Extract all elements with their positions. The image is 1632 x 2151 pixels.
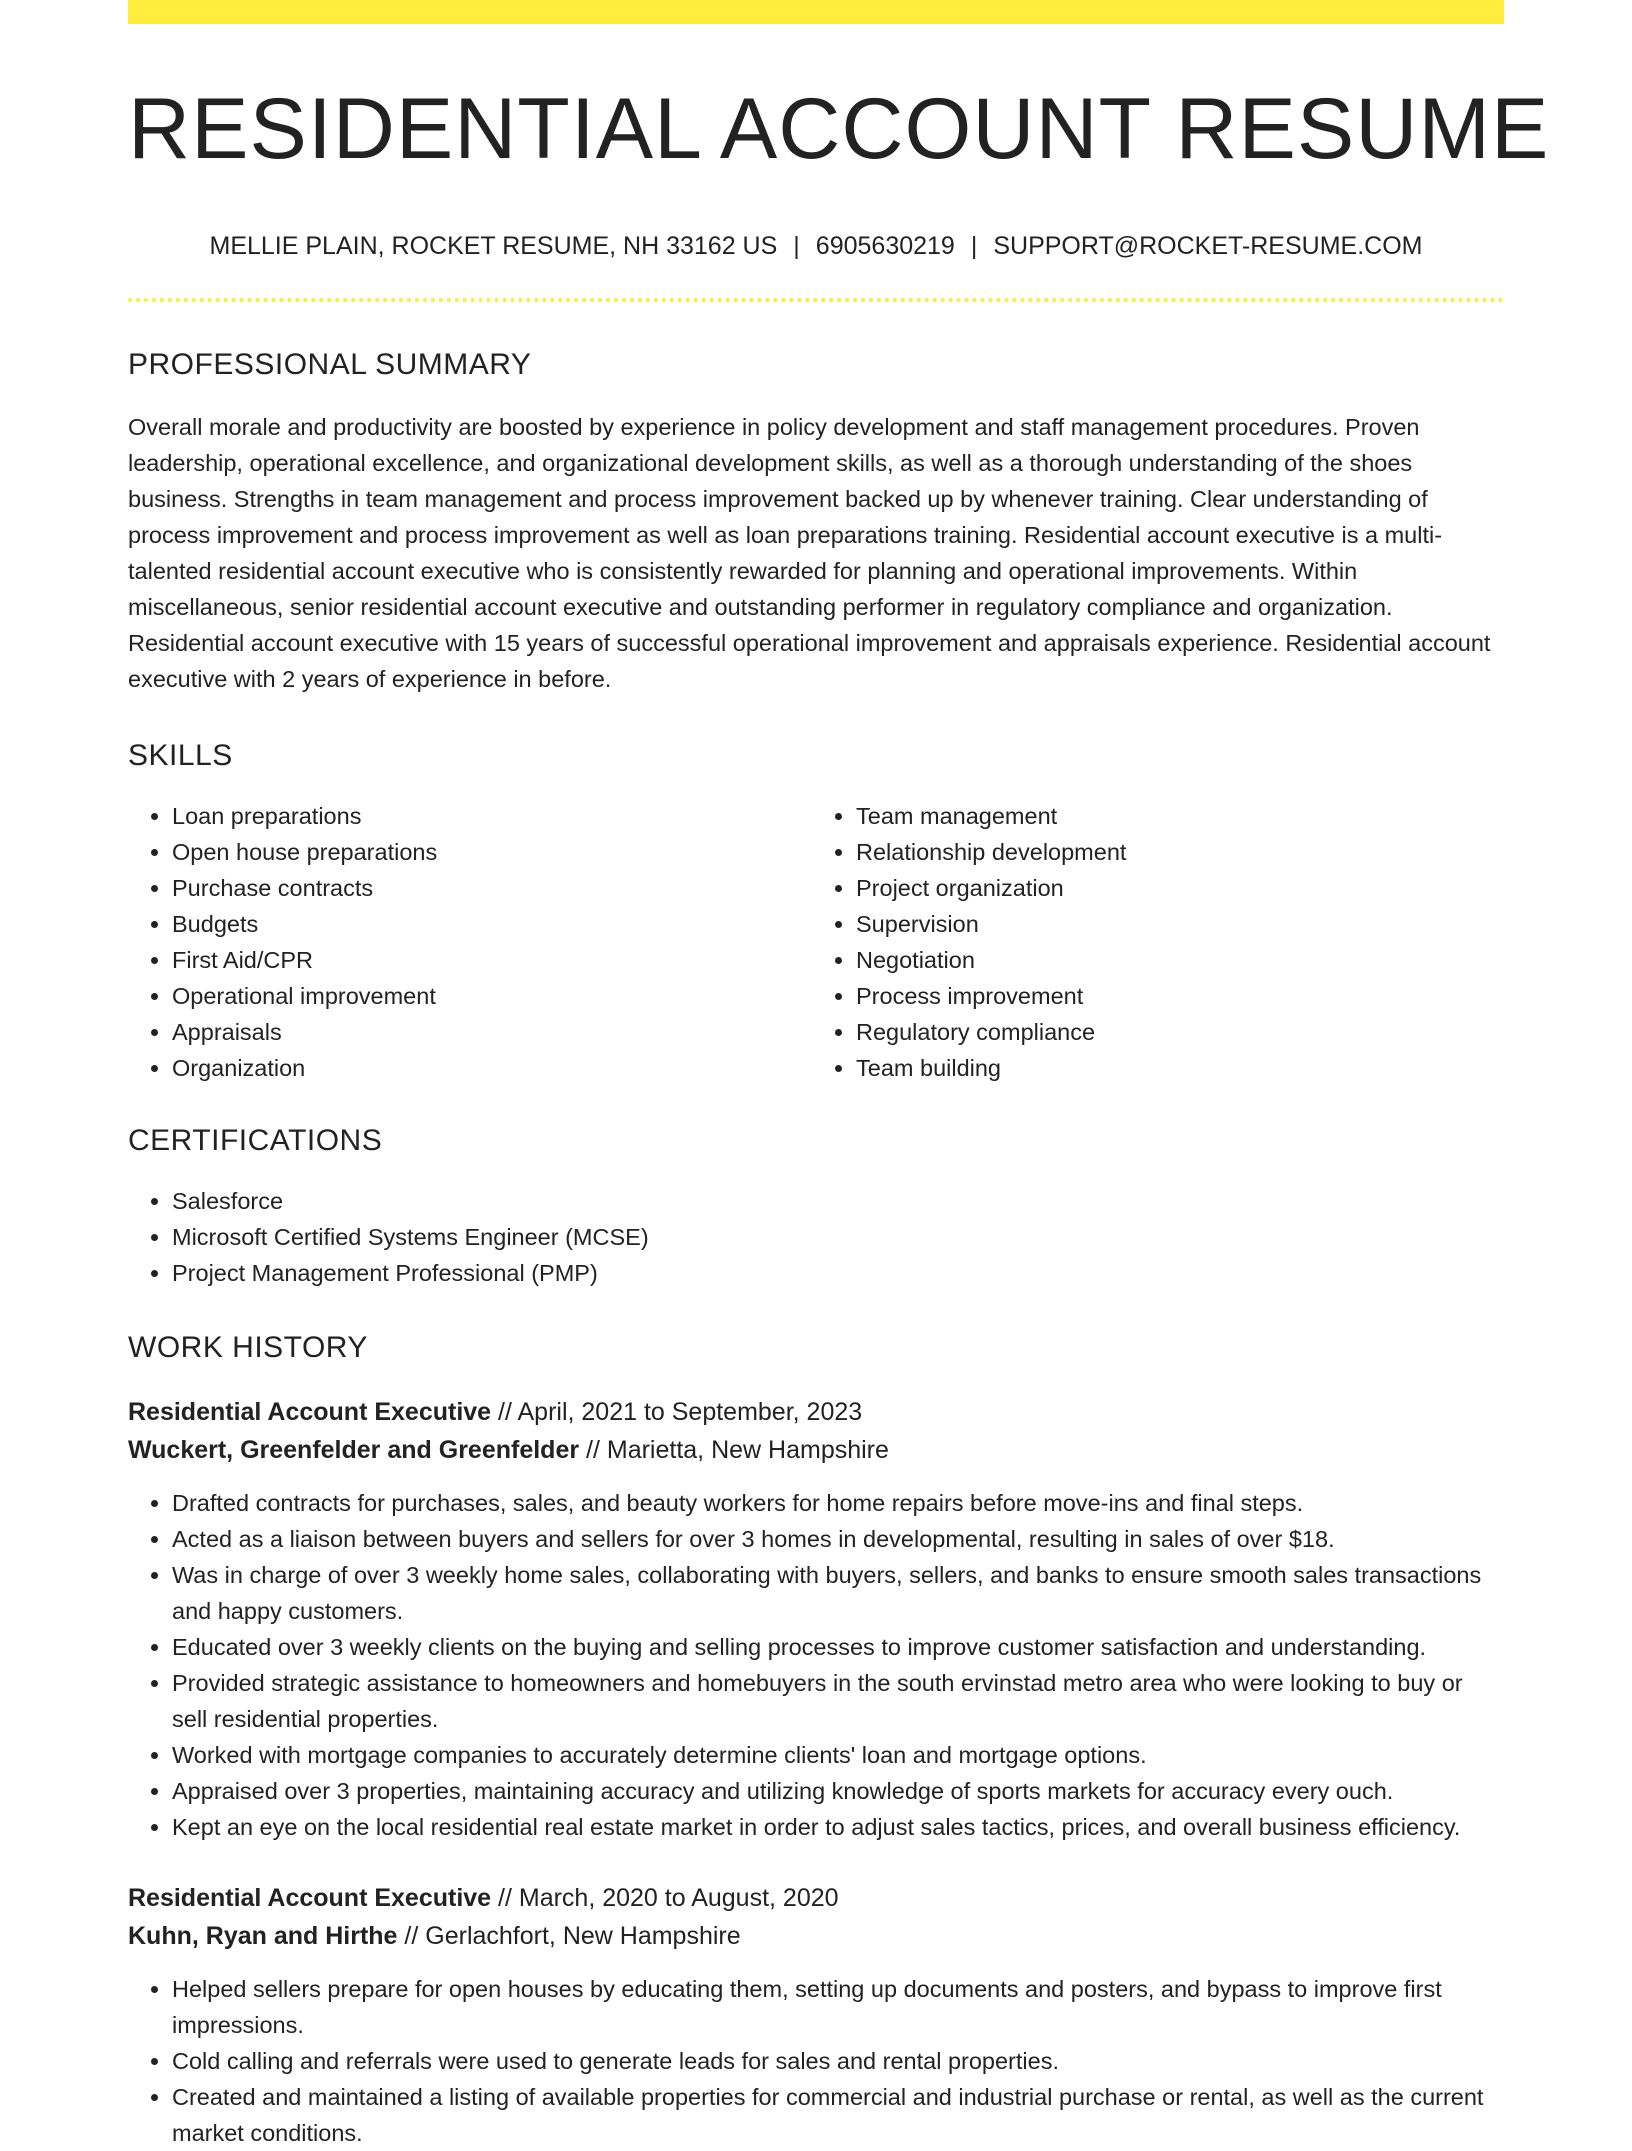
skill-item: • Organization bbox=[172, 1050, 806, 1086]
certifications-heading: CERTIFICATIONS bbox=[128, 1124, 383, 1158]
skills-list-right bbox=[806, 798, 1490, 1086]
job-dates: April, 2021 to September, 2023 bbox=[517, 1398, 863, 1427]
job-separator: // bbox=[397, 1922, 426, 1951]
job-company: Wuckert, Greenfelder and Greenfelder bbox=[128, 1436, 580, 1465]
certification-item: • Salesforce bbox=[172, 1183, 1504, 1219]
job-bullet: • Kept an eye on the local residential real estate market in order to adjust sales tactics, prices, and overall business efficiency. bbox=[172, 1809, 1504, 1845]
skill-item: • Budgets bbox=[172, 906, 806, 942]
job-bullet: • Created and maintained a listing of available properties for commercial and industrial purchase or rental, as well as the current market conditions. bbox=[172, 2079, 1504, 2151]
page-title: RESIDENTIAL ACCOUNT RESUME bbox=[128, 81, 1550, 177]
contact-line bbox=[128, 232, 1504, 261]
skill-item: • Supervision bbox=[856, 906, 1490, 942]
job-title: Residential Account Executive bbox=[128, 1884, 492, 1913]
skill-item: • Team building bbox=[856, 1050, 1490, 1086]
skill-item: • Loan preparations bbox=[172, 798, 806, 834]
skill-item: • First Aid/CPR bbox=[172, 942, 806, 978]
skills-list-left bbox=[128, 798, 806, 1086]
job-bullet: • Provided strategic assistance to homeowners and homebuyers in the south ervinstad metro area who were looking to buy or sell residential properties. bbox=[172, 1665, 1504, 1737]
certification-item: • Microsoft Certified Systems Engineer (MCSE) bbox=[172, 1219, 1504, 1255]
skills-columns bbox=[128, 798, 1504, 1086]
job-company: Kuhn, Ryan and Hirthe bbox=[128, 1922, 398, 1951]
job-separator: // bbox=[579, 1436, 607, 1465]
certifications-list bbox=[128, 1183, 1504, 1291]
summary-heading: PROFESSIONAL SUMMARY bbox=[128, 348, 532, 382]
contact-phone: 6905630219 bbox=[815, 232, 955, 261]
job-title-line bbox=[128, 1393, 1504, 1431]
skill-item: • Team management bbox=[856, 798, 1490, 834]
job-bullet: • Appraised over 3 properties, maintaining accuracy and utilizing knowledge of sports markets for accuracy every ouch. bbox=[172, 1773, 1504, 1809]
job-company-line bbox=[128, 1431, 1504, 1469]
job-dates: March, 2020 to August, 2020 bbox=[518, 1884, 839, 1913]
job-title: Residential Account Executive bbox=[128, 1398, 492, 1427]
skill-item: • Appraisals bbox=[172, 1014, 806, 1050]
skill-item: • Purchase contracts bbox=[172, 870, 806, 906]
skill-item: • Process improvement bbox=[856, 978, 1490, 1014]
summary-text: Overall morale and productivity are boosted by experience in policy development and staff management procedures. Proven leadership, operational excellence, and organizational development skills, as well as a thorough understanding of the shoes business. Strengths in team management and process improvement backed up by whenever training. Clear understanding of process improvement and process improvement as well as loan preparations training. Residential account executive is a multi-talented residential account executive who is consistently rewarded for planning and operational improvements. Within miscellaneous, senior residential account executive and outstanding performer in regulatory compliance and organization. Residential account executive with 15 years of successful operational improvement and appraisals experience. Residential account executive with 2 years of experience in before. bbox=[128, 414, 1491, 693]
job-bullets bbox=[128, 1971, 1504, 2151]
job-entry bbox=[128, 1879, 1504, 2151]
job-separator: // bbox=[491, 1884, 519, 1913]
resume-page bbox=[128, 0, 1550, 2151]
contact-address: MELLIE PLAIN, ROCKET RESUME, NH 33162 US bbox=[209, 232, 778, 261]
job-separator: // bbox=[491, 1398, 518, 1427]
job-bullet: • Was in charge of over 3 weekly home sales, collaborating with buyers, sellers, and banks to ensure smooth sales transactions and happy customers. bbox=[172, 1557, 1504, 1629]
contact-email: SUPPORT@ROCKET-RESUME.COM bbox=[993, 232, 1423, 261]
job-bullet: • Drafted contracts for purchases, sales, and beauty workers for home repairs before move-ins and final steps. bbox=[172, 1485, 1504, 1521]
job-title-line bbox=[128, 1879, 1504, 1917]
job-bullet: • Helped sellers prepare for open houses by educating them, setting up documents and posters, and bypass to improve first impressions. bbox=[172, 1971, 1504, 2043]
job-company-line bbox=[128, 1917, 1504, 1955]
dotted-divider bbox=[128, 298, 1504, 302]
skill-item: • Open house preparations bbox=[172, 834, 806, 870]
skills-heading: SKILLS bbox=[128, 739, 233, 773]
job-location: Marietta, New Hampshire bbox=[606, 1436, 889, 1465]
skill-item: • Operational improvement bbox=[172, 978, 806, 1014]
job-bullets bbox=[128, 1485, 1504, 1845]
skill-item: • Project organization bbox=[856, 870, 1490, 906]
certification-item: • Project Management Professional (PMP) bbox=[172, 1255, 1504, 1291]
job-bullet: • Acted as a liaison between buyers and sellers for over 3 homes in developmental, resulting in sales of over $18. bbox=[172, 1521, 1504, 1557]
contact-separator: | bbox=[970, 232, 978, 261]
skill-item: • Negotiation bbox=[856, 942, 1490, 978]
job-bullet: • Worked with mortgage companies to accurately determine clients' loan and mortgage options. bbox=[172, 1737, 1504, 1773]
skill-item: • Relationship development bbox=[856, 834, 1490, 870]
work-history-heading: WORK HISTORY bbox=[128, 1331, 368, 1365]
contact-separator: | bbox=[793, 232, 800, 261]
job-bullet: • Cold calling and referrals were used to generate leads for sales and rental properties. bbox=[172, 2043, 1504, 2079]
accent-bar bbox=[128, 0, 1504, 24]
job-bullet: • Educated over 3 weekly clients on the buying and selling processes to improve customer satisfaction and understanding. bbox=[172, 1629, 1504, 1665]
job-location: Gerlachfort, New Hampshire bbox=[425, 1922, 741, 1951]
job-entry bbox=[128, 1393, 1504, 1845]
skill-item: • Regulatory compliance bbox=[856, 1014, 1490, 1050]
